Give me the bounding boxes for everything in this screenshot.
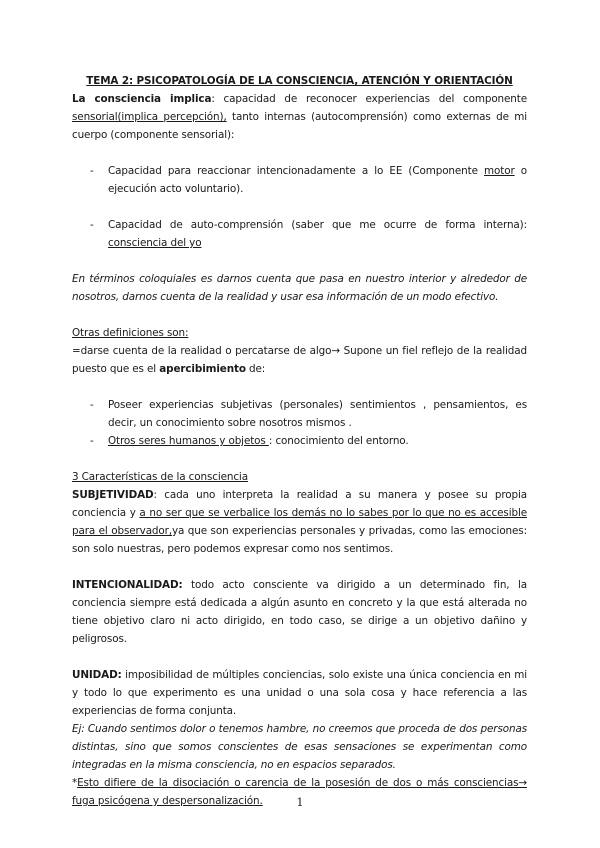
bullet-list-1 (72, 162, 527, 252)
intro-underline: sensorial(implica percepción), (72, 111, 227, 123)
intro-term: La consciencia implica (72, 93, 212, 105)
list-item: - Otros seres humanos y objetos : conocimiento del entorno. (90, 435, 409, 447)
intentionality-paragraph: INTENCIONALIDAD: todo acto consciente va dirigido a un determinado fin, la conciencia siempre está dedicada a algún asunto en concreto y la que está alterada no tiene objetivo claro ni acto dirigido, en todo caso, se dirige a un objetivo dañino y peligrosos. (72, 579, 527, 645)
unity-note: *Esto difiere de la disociación o carencia de la posesión de dos o más consciencias→ fuga psicógena y despersonalización. (72, 777, 527, 807)
list-item: - Poseer experiencias subjetivas (personales) sentimientos , pensamientos, es decir, un conocimiento sobre nosotros mismos . (90, 399, 527, 429)
intro-paragraph: La consciencia implica: capacidad de reconocer experiencias del componente sensorial(implica percepción), tanto internas (autocomprensión) como externas de mi cuerpo (componente sensorial): (72, 93, 528, 141)
colloquial-paragraph: En términos coloquiales es darnos cuenta que pasa en nuestro interior y alrededor de nosotros, darnos cuenta de la realidad y usar esa información de un modo efectivo. (72, 273, 527, 303)
list-item: - Capacidad de auto-comprensión (saber que me ocurre de forma interna): consciencia del yo (90, 219, 527, 249)
other-definitions-text: =darse cuenta de la realidad o percatarse de algo→ Supone un fiel reflejo de la realidad puesto que es el apercibimiento de: (72, 345, 527, 375)
list-item: - Capacidad para reaccionar intencionadamente a lo EE (Componente motor o ejecución acto voluntario). (90, 165, 527, 195)
bullet-list-2 (72, 396, 527, 450)
other-definitions-heading: Otras definiciones son: (72, 327, 189, 339)
characteristics-heading: 3 Características de la consciencia (72, 471, 248, 483)
subjectivity-paragraph: SUBJETIVIDAD: cada uno interpreta la realidad a su manera y posee su propia conciencia y a no ser que se verbalice los demás no lo sabes por lo que no es accesible para el observador,ya que son experiencias personales y privadas, como las emociones: son solo nuestras, pero podemos expresar como nos sentimos. (72, 489, 527, 555)
unity-paragraph: UNIDAD: imposibilidad de múltiples conciencias, solo existe una única conciencia en mi y todo lo que experimento es una unidad o una sola cosa y hace referencia a las experiencias de forma conjunta. (72, 669, 527, 717)
document-page (72, 64, 527, 810)
unity-example: Ej: Cuando sentimos dolor o tenemos hambre, no creemos que proceda de dos personas distintas, sino que somos conscientes de esas sensaciones se experimentan como integradas en la misma consciencia, no en espacios separados. (72, 723, 527, 771)
document-title: TEMA 2: PSICOPATOLOGÍA DE LA CONSCIENCIA, ATENCIÓN Y ORIENTACIÓN (86, 75, 513, 87)
page-number: 1 (296, 796, 304, 809)
